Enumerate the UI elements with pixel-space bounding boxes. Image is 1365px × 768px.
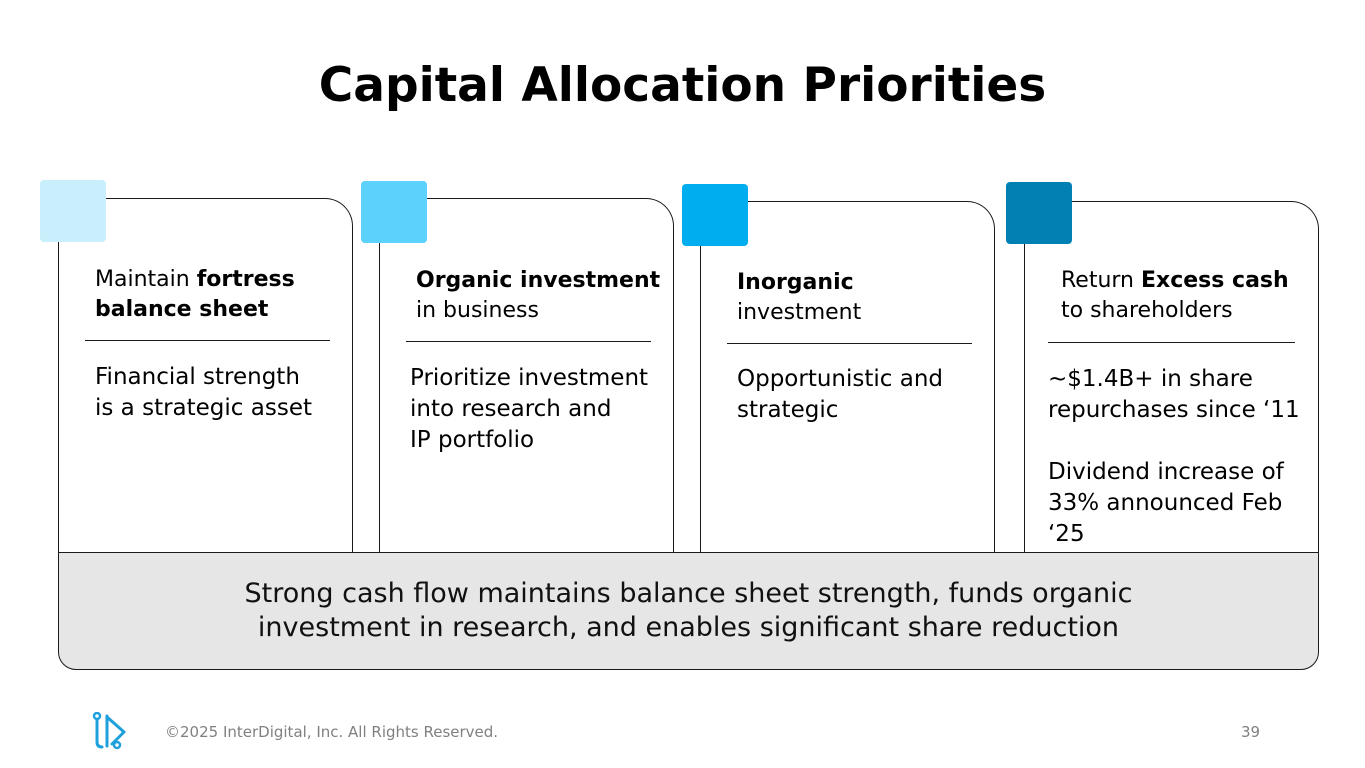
card-divider bbox=[727, 343, 972, 344]
card-heading: Return Excess cash to shareholders bbox=[1061, 268, 1289, 323]
summary-text: Strong cash flow maintains balance sheet strength, funds organic investment in research, and enables significant share reduction bbox=[244, 578, 1133, 643]
card-body: Opportunistic and strategic bbox=[737, 366, 944, 423]
page-number: 39 bbox=[1241, 723, 1261, 741]
card-color-square bbox=[1006, 182, 1072, 244]
card-color-square bbox=[40, 180, 106, 242]
card-heading: Organic investment in business bbox=[416, 268, 661, 323]
slide-title: Capital Allocation Priorities bbox=[318, 58, 1047, 113]
card-body: ~$1.4B+ in share repurchases since ‘11 Dividend increase of 33% announced Feb ‘25 bbox=[1048, 366, 1300, 547]
card-heading: Maintain fortress balance sheet bbox=[95, 267, 295, 322]
card-body: Financial strength is a strategic asset bbox=[95, 364, 312, 421]
card-color-square bbox=[682, 184, 748, 246]
card-divider bbox=[1048, 342, 1295, 343]
copyright-text: ©2025 InterDigital, Inc. All Rights Reserved. bbox=[165, 723, 499, 741]
card-divider bbox=[85, 340, 330, 341]
card-color-square bbox=[361, 181, 427, 243]
summary-band bbox=[58, 552, 1319, 670]
card-heading: Inorganic investment bbox=[737, 270, 862, 325]
card-body: Prioritize investment into research and IP portfolio bbox=[410, 365, 649, 453]
interdigital-logo-icon bbox=[92, 712, 136, 756]
card-divider bbox=[406, 341, 651, 342]
